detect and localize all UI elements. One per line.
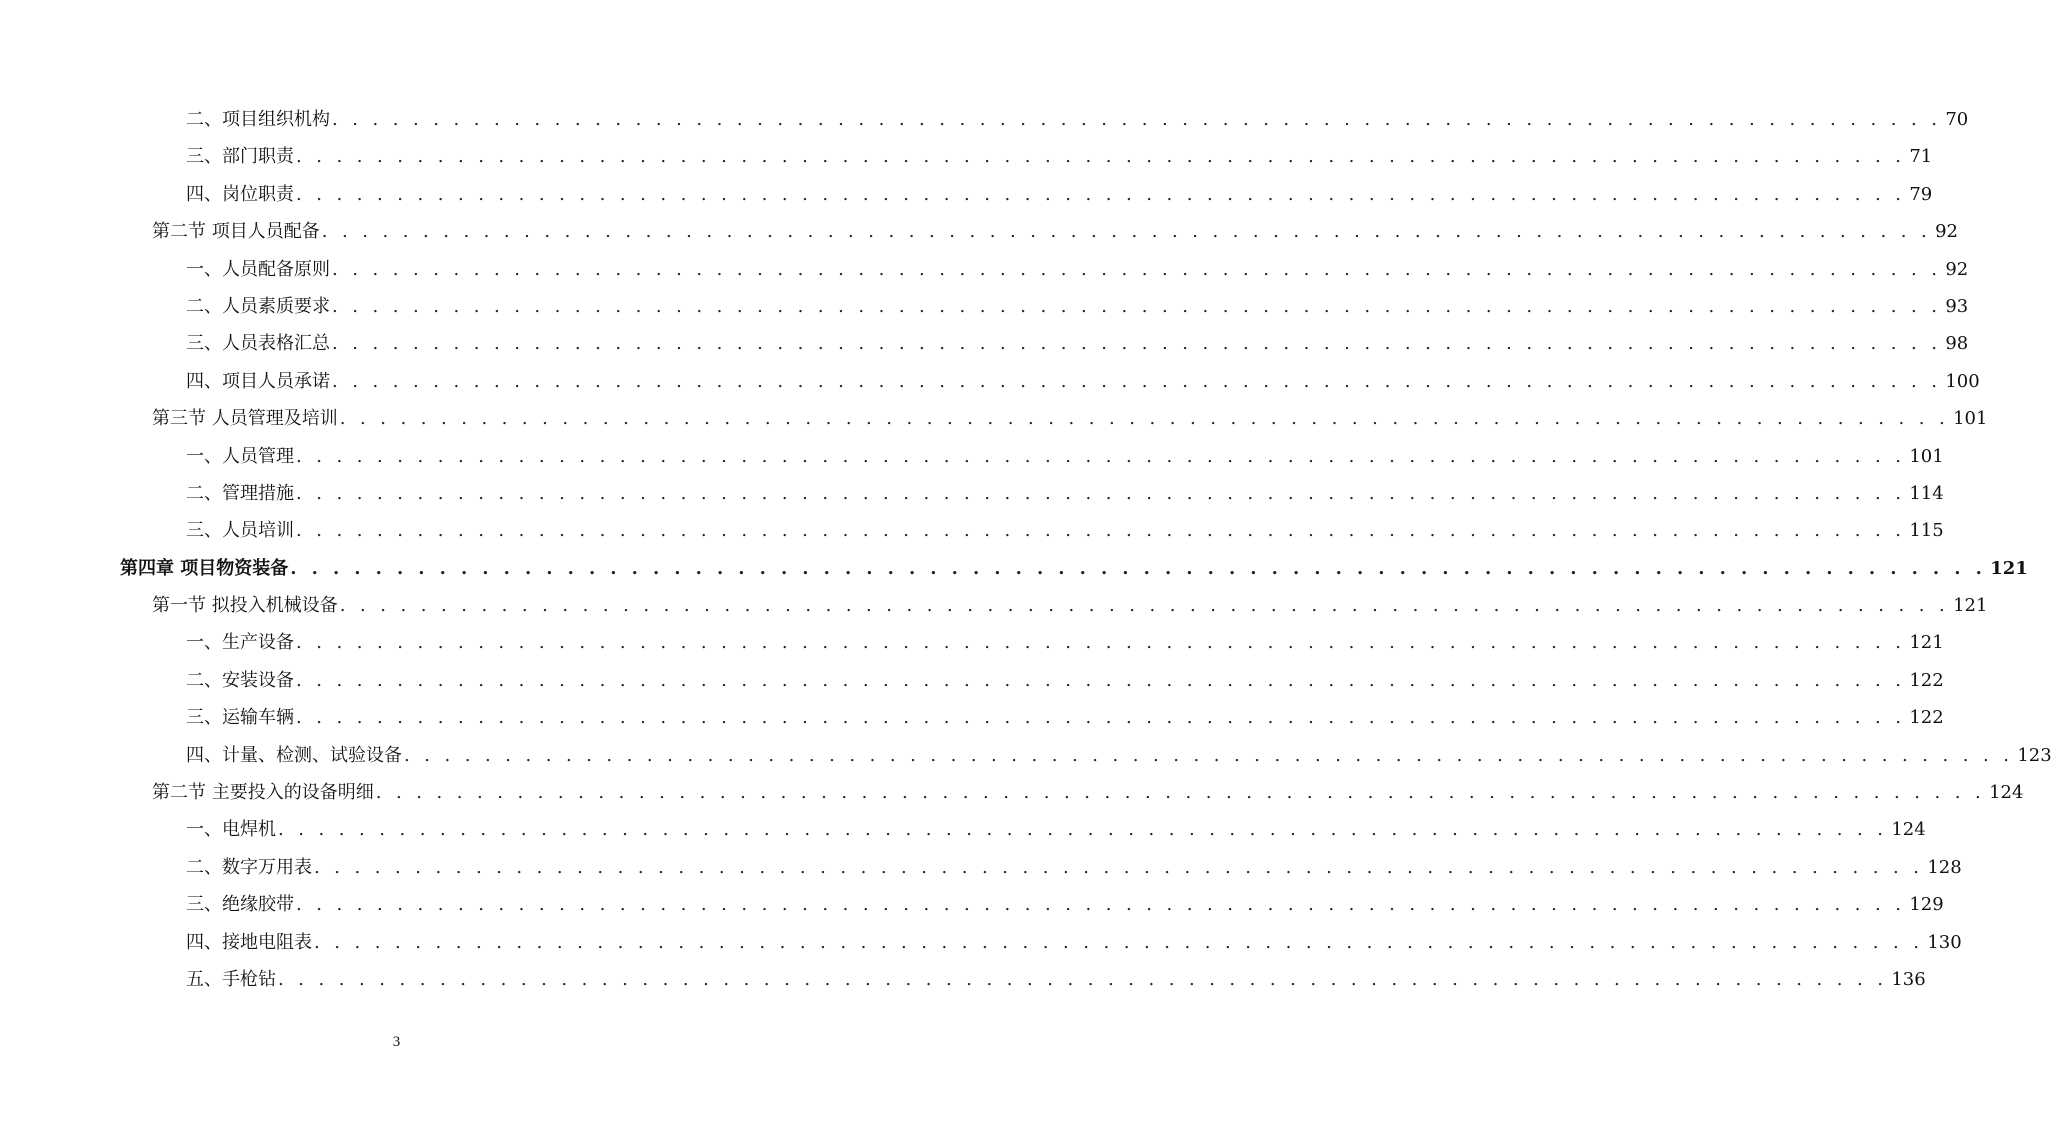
toc-entry-label: 二、人员素质要求 — [186, 295, 330, 317]
dot-leader: . . . . . . . . . . . . . . . . . . . . . . . . . . . . . . . . . . . . . . . . . . . . . . . . . . . . . . . . . . . . . . . . . . . . . . . . . . . . . . . . — [332, 295, 1942, 317]
dot-leader: . . . . . . . . . . . . . . . . . . . . . . . . . . . . . . . . . . . . . . . . . . . . . . . . . . . . . . . . . . . . . . . . . . . . . . . . . . . . . . . . — [332, 370, 1942, 392]
toc-entry-page: 136 — [1891, 968, 1926, 990]
toc-entry-item[interactable] — [0, 288, 1969, 325]
dot-leader: . . . . . . . . . . . . . . . . . . . . . . . . . . . . . . . . . . . . . . . . . . . . . . . . . . . . . . . . . . . . . . . . . . . . . . . . . . . . . . . . — [332, 333, 1942, 355]
toc-entry-label: 第三节 人员管理及培训 — [152, 408, 338, 430]
toc-entry-page: 122 — [1909, 669, 1944, 691]
toc-entry-label: 一、生产设备 — [186, 632, 294, 654]
toc-entry-page: 100 — [1945, 370, 1980, 392]
dot-leader: . . . . . . . . . . . . . . . . . . . . . . . . . . . . . . . . . . . . . . . . . . . . . . . . . . . . . . . . . . . . . . . . . . . . . . . . . . . . . . . . — [296, 445, 1906, 467]
toc-entry-label: 一、人员配备原则 — [186, 258, 330, 280]
dot-leader: . . . . . . . . . . . . . . . . . . . . . . . . . . . . . . . . . . . . . . . . . . . . . . . . . . . . . . . . . . . . . . . . . . . . . . . . . . . . . . . . — [290, 557, 1987, 579]
toc-entry-label: 四、项目人员承诺 — [186, 370, 330, 392]
toc-entry-label: 五、手枪钻 — [186, 968, 276, 990]
toc-entry-label: 四、计量、检测、试验设备 — [186, 744, 402, 766]
toc-entry-page: 79 — [1909, 183, 1933, 205]
toc-entry-item[interactable] — [0, 475, 1944, 512]
dot-leader: . . . . . . . . . . . . . . . . . . . . . . . . . . . . . . . . . . . . . . . . . . . . . . . . . . . . . . . . . . . . . . . . . . . . . . . . . . . . . . . . — [296, 520, 1906, 542]
toc-entry-item[interactable] — [0, 662, 1944, 699]
dot-leader: . . . . . . . . . . . . . . . . . . . . . . . . . . . . . . . . . . . . . . . . . . . . . . . . . . . . . . . . . . . . . . . . . . . . . . . . . . . . . . . . — [278, 819, 1888, 841]
toc-entry-item[interactable] — [0, 138, 1933, 175]
toc-entry-section[interactable] — [0, 774, 2024, 811]
toc-entry-page: 92 — [1945, 258, 1969, 280]
toc-entry-page: 92 — [1935, 221, 1958, 243]
dot-leader: . . . . . . . . . . . . . . . . . . . . . . . . . . . . . . . . . . . . . . . . . . . . . . . . . . . . . . . . . . . . . . . . . . . . . . . . . . . . . . . . — [332, 258, 1942, 280]
toc-entry-page: 114 — [1909, 482, 1944, 504]
toc-entry-item[interactable] — [0, 251, 1969, 288]
toc-entry-item[interactable] — [0, 101, 1969, 138]
toc-entry-page: 115 — [1909, 520, 1944, 542]
toc-entry-item[interactable] — [0, 886, 1944, 923]
toc-entry-label: 三、绝缘胶带 — [186, 894, 294, 916]
toc-entry-label: 三、人员培训 — [186, 520, 294, 542]
toc-entry-item[interactable] — [0, 512, 1944, 549]
toc-entry-page: 129 — [1909, 894, 1944, 916]
toc-entry-page: 128 — [1927, 856, 1962, 878]
toc-entry-label: 二、管理措施 — [186, 482, 294, 504]
toc-entry-label: 第一节 拟投入机械设备 — [152, 595, 338, 617]
toc-entry-label: 三、运输车辆 — [186, 707, 294, 729]
toc-entry-label: 第二节 项目人员配备 — [152, 221, 320, 243]
dot-leader: . . . . . . . . . . . . . . . . . . . . . . . . . . . . . . . . . . . . . . . . . . . . . . . . . . . . . . . . . . . . . . . . . . . . . . . . . . . . . . . . — [296, 183, 1906, 205]
toc-entry-section[interactable] — [0, 213, 1958, 250]
toc-entry-item[interactable] — [0, 176, 1933, 213]
dot-leader: . . . . . . . . . . . . . . . . . . . . . . . . . . . . . . . . . . . . . . . . . . . . . . . . . . . . . . . . . . . . . . . . . . . . . . . . . . . . . . . . — [404, 744, 2014, 766]
toc-entry-page: 121 — [1909, 632, 1944, 654]
dot-leader: . . . . . . . . . . . . . . . . . . . . . . . . . . . . . . . . . . . . . . . . . . . . . . . . . . . . . . . . . . . . . . . . . . . . . . . . . . . . . . . . — [332, 109, 1942, 130]
toc-entry-chapter[interactable] — [0, 550, 2028, 587]
dot-leader: . . . . . . . . . . . . . . . . . . . . . . . . . . . . . . . . . . . . . . . . . . . . . . . . . . . . . . . . . . . . . . . . . . . . . . . . . . . . . . . . — [278, 968, 1888, 990]
toc-entry-item[interactable] — [0, 737, 2052, 774]
toc-entry-page: 121 — [1990, 557, 2028, 579]
dot-leader: . . . . . . . . . . . . . . . . . . . . . . . . . . . . . . . . . . . . . . . . . . . . . . . . . . . . . . . . . . . . . . . . . . . . . . . . . . . . . . . . — [321, 221, 1932, 243]
toc-entry-page: 70 — [1945, 109, 1969, 130]
toc-entry-page: 93 — [1945, 295, 1969, 317]
toc-entry-section[interactable] — [0, 400, 1988, 437]
toc-entry-label: 一、电焊机 — [186, 819, 276, 841]
toc-entry-page: 123 — [2017, 744, 2052, 766]
toc-entry-item[interactable] — [0, 699, 1944, 736]
toc-entry-label: 三、人员表格汇总 — [186, 333, 330, 355]
toc-entry-item[interactable] — [0, 811, 1926, 848]
toc-entry-label: 二、项目组织机构 — [186, 109, 330, 130]
toc-entry-page: 124 — [1989, 782, 2024, 804]
toc-entry-label: 一、人员管理 — [186, 445, 294, 467]
toc-entry-page: 101 — [1953, 408, 1988, 430]
dot-leader: . . . . . . . . . . . . . . . . . . . . . . . . . . . . . . . . . . . . . . . . . . . . . . . . . . . . . . . . . . . . . . . . . . . . . . . . . . . . . . . . — [314, 856, 1924, 878]
toc-entry-item[interactable] — [0, 624, 1944, 661]
toc-entry-page: 101 — [1909, 445, 1944, 467]
dot-leader: . . . . . . . . . . . . . . . . . . . . . . . . . . . . . . . . . . . . . . . . . . . . . . . . . . . . . . . . . . . . . . . . . . . . . . . . . . . . . . . . — [339, 595, 1950, 617]
dot-leader: . . . . . . . . . . . . . . . . . . . . . . . . . . . . . . . . . . . . . . . . . . . . . . . . . . . . . . . . . . . . . . . . . . . . . . . . . . . . . . . . — [296, 146, 1906, 168]
toc-entry-item[interactable] — [0, 924, 1962, 961]
toc-entry-item[interactable] — [0, 961, 1926, 998]
toc-entry-page: 121 — [1953, 595, 1988, 617]
toc-entry-page: 71 — [1909, 146, 1933, 168]
page-number: 3 — [392, 1034, 401, 1050]
dot-leader: . . . . . . . . . . . . . . . . . . . . . . . . . . . . . . . . . . . . . . . . . . . . . . . . . . . . . . . . . . . . . . . . . . . . . . . . . . . . . . . . — [296, 632, 1906, 654]
dot-leader: . . . . . . . . . . . . . . . . . . . . . . . . . . . . . . . . . . . . . . . . . . . . . . . . . . . . . . . . . . . . . . . . . . . . . . . . . . . . . . . . — [296, 894, 1906, 916]
toc-entry-item[interactable] — [0, 325, 1969, 362]
toc-entry-section[interactable] — [0, 587, 1988, 624]
dot-leader: . . . . . . . . . . . . . . . . . . . . . . . . . . . . . . . . . . . . . . . . . . . . . . . . . . . . . . . . . . . . . . . . . . . . . . . . . . . . . . . . — [296, 482, 1906, 504]
toc-entry-label: 第二节 主要投入的设备明细 — [152, 782, 374, 804]
dot-leader: . . . . . . . . . . . . . . . . . . . . . . . . . . . . . . . . . . . . . . . . . . . . . . . . . . . . . . . . . . . . . . . . . . . . . . . . . . . . . . . . — [296, 707, 1906, 729]
toc-entry-page: 130 — [1927, 931, 1962, 953]
toc-entry-item[interactable] — [0, 438, 1944, 475]
dot-leader: . . . . . . . . . . . . . . . . . . . . . . . . . . . . . . . . . . . . . . . . . . . . . . . . . . . . . . . . . . . . . . . . . . . . . . . . . . . . . . . . — [314, 931, 1924, 953]
dot-leader: . . . . . . . . . . . . . . . . . . . . . . . . . . . . . . . . . . . . . . . . . . . . . . . . . . . . . . . . . . . . . . . . . . . . . . . . . . . . . . . . — [296, 669, 1906, 691]
toc-entry-item[interactable] — [0, 363, 1980, 400]
toc-entry-label: 第四章 项目物资装备 — [120, 557, 289, 579]
toc-entry-item[interactable] — [0, 849, 1962, 886]
table-of-contents — [0, 101, 2052, 998]
toc-entry-label: 二、数字万用表 — [186, 856, 312, 878]
toc-entry-page: 122 — [1909, 707, 1944, 729]
dot-leader: . . . . . . . . . . . . . . . . . . . . . . . . . . . . . . . . . . . . . . . . . . . . . . . . . . . . . . . . . . . . . . . . . . . . . . . . . . . . . . . . — [375, 782, 1986, 804]
toc-entry-label: 四、岗位职责 — [186, 183, 294, 205]
toc-entry-label: 三、部门职责 — [186, 146, 294, 168]
dot-leader: . . . . . . . . . . . . . . . . . . . . . . . . . . . . . . . . . . . . . . . . . . . . . . . . . . . . . . . . . . . . . . . . . . . . . . . . . . . . . . . . — [339, 408, 1950, 430]
toc-entry-page: 98 — [1945, 333, 1969, 355]
toc-entry-page: 124 — [1891, 819, 1926, 841]
toc-entry-label: 二、安装设备 — [186, 669, 294, 691]
toc-entry-label: 四、接地电阻表 — [186, 931, 312, 953]
